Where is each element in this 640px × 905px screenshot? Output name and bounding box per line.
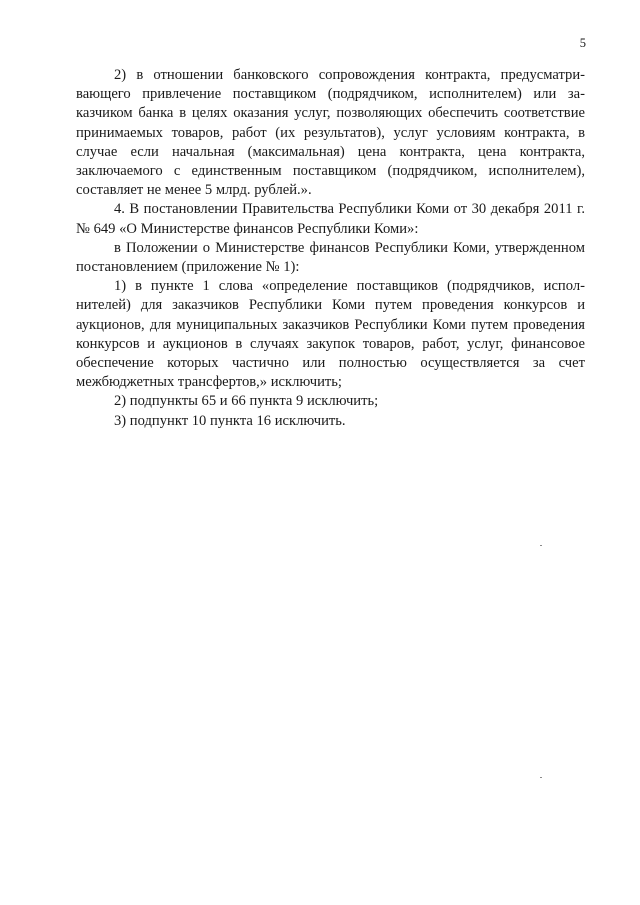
paragraph-subitem-1: 1) в пункте 1 слова «определение поставщиков (подрядчиков, исполнителей) для заказчиков Республики Коми путем проведения конкурсов и аукционов, для муниципальных заказчиков Республики Коми путем проведения конкурсов и аукционов в случаях закупок товаров, работ, услуг, финансовое обеспечение которых частично или полностью осуществляется за счет межбюджетных трансфертов,» исключить;	[76, 278, 585, 391]
paragraph-banking-support: 2) в отношении банковского сопровождения контракта, предусматривающего привлечение поставщиком (подрядчиком, исполнителем) или заказчиком банка в целях оказания услуг, позволяющих обеспечить соответствие принимаемых товаров, работ (их результатов), услуг условиям контракта, в случае если начальная (максимальная) цена контракта, цена контракта, заключаемого с единственным поставщиком (подрядчиком, исполнителем), составляет не менее 5 млрд. рублей.».	[76, 67, 585, 199]
paragraph-subitem-3: 3) подпункт 10 пункта 16 исключить.	[114, 412, 346, 429]
paragraph-regulation-intro: в Положении о Министерстве финансов Республики Коми, утвержденном постановлением (приложение № 1):	[76, 239, 585, 276]
document-body	[76, 66, 585, 431]
scan-speck	[540, 777, 542, 778]
paragraph-item-4: 4. В постановлении Правительства Республики Коми от 30 декабря 2011 г. № 649 «О Министерстве финансов Республики Коми»:	[76, 201, 585, 237]
scan-speck	[540, 545, 542, 546]
page-number: 5	[579, 36, 586, 50]
paragraph-subitem-2: 2) подпункты 65 и 66 пункта 9 исключить;	[114, 393, 379, 410]
